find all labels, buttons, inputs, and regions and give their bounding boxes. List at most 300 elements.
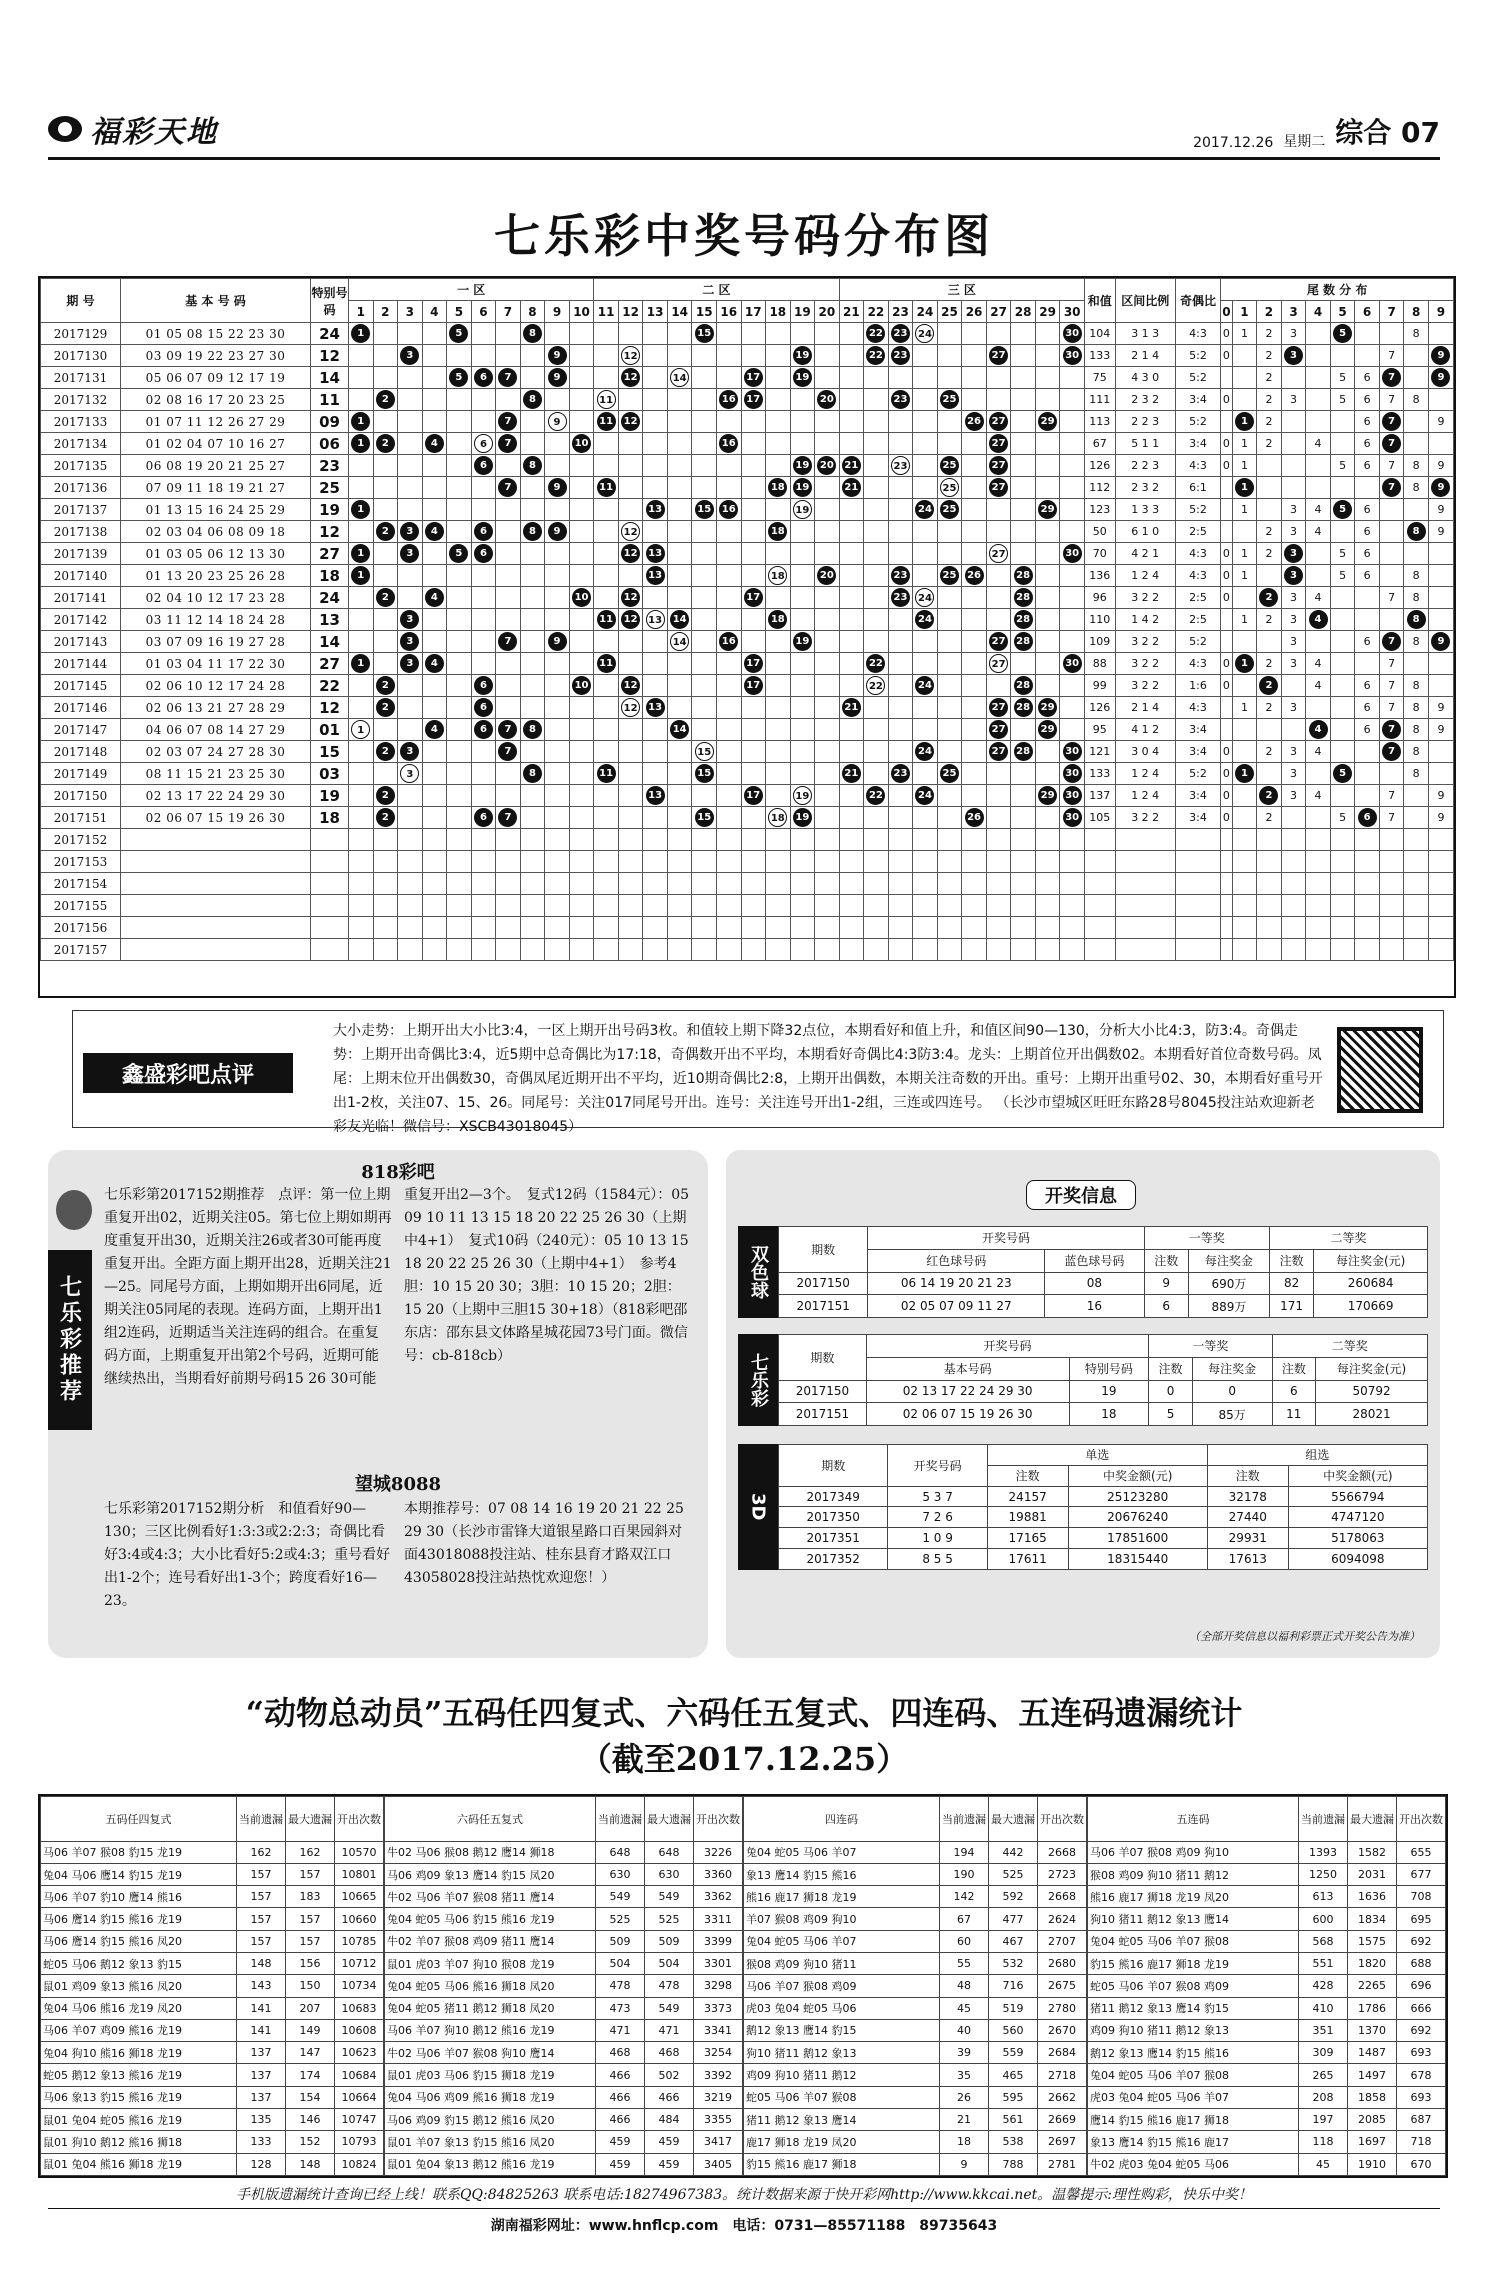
tail-cell [1232, 829, 1257, 851]
omission-value-cell: 1910 [1348, 2153, 1397, 2175]
number-cell [618, 367, 643, 389]
omission-value-cell: 551 [1299, 1952, 1348, 1974]
drawn-number-mark: 2 [376, 786, 395, 805]
number-cell [398, 455, 423, 477]
tail-cell [1330, 675, 1355, 697]
tail-cell [1257, 829, 1282, 851]
number-cell [447, 653, 472, 675]
number-cell [888, 521, 913, 543]
base-numbers-cell: 01 03 05 06 12 13 30 [121, 543, 311, 565]
drawn-number-mark: 2 [376, 588, 395, 607]
period-cell: 2017152 [41, 829, 121, 851]
number-cell [790, 587, 815, 609]
number-cell [937, 367, 962, 389]
drawn-number-mark: 21 [842, 478, 861, 497]
number-cell [766, 433, 791, 455]
drawn-number-mark: 29 [1038, 786, 1057, 805]
special-number-mark: 25 [940, 478, 959, 497]
drawn-number-mark: 1 [351, 500, 370, 519]
animal-combo-cell: 马06 羊07 鸡09 熊16 龙19 [41, 2019, 237, 2041]
number-cell [815, 411, 840, 433]
number-cell [349, 411, 374, 433]
omission-row [744, 2064, 1087, 2086]
tail-cell: 5 [1330, 565, 1355, 587]
number-cell [496, 873, 521, 895]
number-cell [1011, 851, 1036, 873]
number-cell [545, 851, 570, 873]
number-cell [618, 455, 643, 477]
number-cell [986, 609, 1011, 631]
number-cell [888, 873, 913, 895]
number-cell [594, 521, 619, 543]
omission-value-cell: 40 [940, 2019, 989, 2041]
number-cell [962, 807, 987, 829]
number-cell [839, 873, 864, 895]
tail-cell [1379, 499, 1404, 521]
animal-combo-cell: 牛02 羊07 猴08 鸡09 猪11 鹰14 [385, 1930, 596, 1952]
omission-row [41, 1886, 384, 1908]
omission-row [744, 2042, 1087, 2064]
number-cell [447, 829, 472, 851]
number-cell [398, 587, 423, 609]
tail-digit-header: 1 [1232, 301, 1257, 323]
omission-col-header: 最大遗漏 [286, 1797, 335, 1842]
number-cell [1060, 785, 1085, 807]
number-cell [839, 653, 864, 675]
omission-row [1088, 1997, 1446, 2019]
zone-number-header: 13 [643, 301, 668, 323]
omission-row [41, 1908, 384, 1930]
omission-value-cell: 1636 [1348, 1886, 1397, 1908]
tail-cell [1281, 455, 1306, 477]
omission-row [385, 2086, 743, 2108]
omission-value-cell: 149 [286, 2019, 335, 2041]
number-cell [618, 895, 643, 917]
tail-cell [1232, 741, 1257, 763]
special-number-mark: 22 [866, 676, 885, 695]
number-cell [962, 895, 987, 917]
number-cell [937, 543, 962, 565]
number-cell [913, 763, 938, 785]
special-number-mark: 27 [989, 544, 1008, 563]
number-cell [1060, 763, 1085, 785]
number-cell [741, 323, 766, 345]
number-cell [569, 631, 594, 653]
number-cell [962, 719, 987, 741]
repeat-tail-mark: 4 [1309, 720, 1328, 739]
col-zone1: 一 区 [349, 279, 594, 301]
tail-cell [1355, 829, 1380, 851]
base-numbers-cell: 01 07 11 12 26 27 29 [121, 411, 311, 433]
drawn-number-mark: 12 [621, 412, 640, 431]
period-row [41, 609, 1454, 631]
number-cell [937, 609, 962, 631]
result-cell: 0 [1149, 1380, 1193, 1403]
tail-cell [1221, 851, 1232, 873]
omission-row [385, 1841, 743, 1863]
number-cell [716, 785, 741, 807]
sum-cell: 70 [1084, 543, 1115, 565]
stats-title [0, 1690, 1488, 1782]
drawn-number-mark: 5 [449, 544, 468, 563]
number-cell [864, 565, 889, 587]
number-cell [667, 631, 692, 653]
number-cell [398, 807, 423, 829]
omission-value-cell: 478 [645, 1975, 694, 1997]
number-cell [766, 939, 791, 961]
number-cell [790, 807, 815, 829]
tail-cell: 2 [1257, 367, 1282, 389]
number-cell [815, 389, 840, 411]
tail-cell [1428, 741, 1453, 763]
special-number-mark: 3 [400, 764, 419, 783]
number-cell [692, 367, 717, 389]
number-cell [790, 741, 815, 763]
tail-cell [1428, 477, 1453, 499]
number-cell [888, 763, 913, 785]
number-cell [1060, 565, 1085, 587]
omission-value-cell: 525 [989, 1863, 1038, 1885]
omission-value-cell: 26 [940, 2086, 989, 2108]
omission-row [41, 1863, 384, 1885]
number-cell [520, 719, 545, 741]
number-cell [962, 851, 987, 873]
number-cell [1060, 675, 1085, 697]
omission-value-cell: 146 [286, 2108, 335, 2130]
tail-cell: 2 [1257, 741, 1282, 763]
tail-cell: 2 [1257, 609, 1282, 631]
animal-combo-cell: 马06 鸡09 象13 鹰14 豹15 凤20 [385, 1863, 596, 1885]
number-cell [864, 433, 889, 455]
drawn-number-mark: 19 [793, 346, 812, 365]
number-cell [545, 807, 570, 829]
number-cell [545, 829, 570, 851]
animal-combo-cell: 马06 象13 豹15 熊16 龙19 [41, 2086, 237, 2108]
special-number-mark: 11 [597, 390, 616, 409]
odd-even-cell: 2:5 [1175, 521, 1220, 543]
drawn-number-mark: 26 [965, 566, 984, 585]
number-cell [1060, 631, 1085, 653]
drawn-number-mark: 30 [1063, 764, 1082, 783]
special-number-mark: 23 [891, 456, 910, 475]
number-cell [766, 653, 791, 675]
sum-cell: 113 [1084, 411, 1115, 433]
number-cell [888, 411, 913, 433]
tail-cell: 0 [1221, 345, 1232, 367]
number-cell [618, 565, 643, 587]
drawn-number-mark: 16 [719, 500, 738, 519]
omission-value-cell: 148 [286, 2153, 335, 2175]
number-cell [520, 587, 545, 609]
number-cell [986, 741, 1011, 763]
number-cell [496, 499, 521, 521]
omission-value-cell: 183 [286, 1886, 335, 1908]
number-cell [692, 851, 717, 873]
number-cell [986, 653, 1011, 675]
number-cell [471, 477, 496, 499]
repeat-tail-mark: 1 [1235, 654, 1254, 673]
tail-cell [1355, 939, 1380, 961]
sum-cell: 96 [1084, 587, 1115, 609]
omission-row [1088, 2153, 1446, 2175]
tail-cell [1306, 411, 1331, 433]
tail-cell [1404, 609, 1429, 631]
number-cell [716, 873, 741, 895]
odd-even-cell [1175, 939, 1220, 961]
number-cell [373, 697, 398, 719]
omission-value-cell: 2668 [1038, 1841, 1087, 1863]
number-cell [1035, 587, 1060, 609]
number-cell [667, 543, 692, 565]
number-cell [422, 829, 447, 851]
number-cell [864, 719, 889, 741]
tail-cell [1355, 785, 1380, 807]
number-cell [864, 477, 889, 499]
omission-value-cell: 478 [596, 1975, 645, 1997]
tail-cell [1232, 521, 1257, 543]
number-cell [373, 587, 398, 609]
drawn-number-mark: 6 [474, 544, 493, 563]
number-cell [864, 323, 889, 345]
lottery-badge-icon [56, 1190, 92, 1230]
page-title: 七乐彩中奖号码分布图 [494, 209, 994, 263]
number-cell [839, 609, 864, 631]
number-cell [716, 895, 741, 917]
drawn-number-mark: 9 [548, 632, 567, 651]
period-row [41, 345, 1454, 367]
animal-combo-cell: 鹅12 象13 鹰14 豹15 [744, 2019, 940, 2041]
number-cell [741, 829, 766, 851]
tail-cell: 8 [1404, 631, 1429, 653]
col-sum: 和值 [1084, 279, 1115, 323]
omission-value-cell: 693 [1397, 2086, 1446, 2108]
number-cell [913, 939, 938, 961]
number-cell [643, 477, 668, 499]
drawn-number-mark: 4 [425, 654, 444, 673]
interval-ratio-cell [1115, 851, 1175, 873]
number-cell [864, 675, 889, 697]
drawn-number-mark: 19 [793, 808, 812, 827]
number-cell [839, 829, 864, 851]
omission-table [40, 1796, 384, 2176]
result-row [779, 1380, 1428, 1403]
col-period: 期 号 [41, 279, 121, 323]
drawn-number-mark: 24 [915, 742, 934, 761]
number-cell [520, 873, 545, 895]
tail-cell: 9 [1428, 807, 1453, 829]
number-cell [422, 565, 447, 587]
zone-number-header: 10 [569, 301, 594, 323]
interval-ratio-cell [1115, 917, 1175, 939]
tail-cell: 1 [1232, 455, 1257, 477]
tail-cell [1330, 477, 1355, 499]
omission-value-cell: 459 [645, 2153, 694, 2175]
period-cell: 2017143 [41, 631, 121, 653]
number-cell [839, 719, 864, 741]
number-cell [962, 609, 987, 631]
omission-value-cell: 718 [1397, 2131, 1446, 2153]
number-cell [839, 411, 864, 433]
tail-cell [1221, 411, 1232, 433]
special-number-mark: 12 [621, 522, 640, 541]
animal-combo-cell: 蛇05 马06 羊07 猴08 鸡09 [1088, 1975, 1299, 1997]
base-numbers-cell: 02 08 16 17 20 23 25 [121, 389, 311, 411]
omission-value-cell: 67 [940, 1908, 989, 1930]
result-cell: 690万 [1188, 1272, 1269, 1295]
number-cell [618, 785, 643, 807]
omission-row [1088, 2131, 1446, 2153]
result-cell: 18 [1069, 1403, 1149, 1426]
number-cell [741, 543, 766, 565]
tail-cell: 8 [1404, 323, 1429, 345]
period-cell: 2017146 [41, 697, 121, 719]
omission-value-cell: 9 [940, 2153, 989, 2175]
zone-number-header: 2 [373, 301, 398, 323]
tail-cell [1379, 741, 1404, 763]
tail-digit-header: 3 [1281, 301, 1306, 323]
repeat-tail-mark: 7 [1382, 434, 1401, 453]
number-cell [618, 829, 643, 851]
number-cell [692, 917, 717, 939]
number-cell [349, 631, 374, 653]
tail-cell [1379, 367, 1404, 389]
period-cell: 2017140 [41, 565, 121, 587]
number-cell [741, 499, 766, 521]
number-cell [471, 455, 496, 477]
interval-ratio-cell: 3 2 2 [1115, 653, 1175, 675]
number-cell [447, 565, 472, 587]
result-cell: 2017150 [779, 1380, 867, 1403]
omission-value-cell: 459 [596, 2131, 645, 2153]
number-cell [1060, 389, 1085, 411]
tail-cell [1281, 543, 1306, 565]
drawn-number-mark: 24 [915, 610, 934, 629]
drawn-number-mark: 25 [940, 500, 959, 519]
tail-cell [1232, 411, 1257, 433]
omission-value-cell: 174 [286, 2064, 335, 2086]
zone-number-header: 7 [496, 301, 521, 323]
drawn-number-mark: 9 [548, 478, 567, 497]
number-cell [422, 873, 447, 895]
number-cell [692, 719, 717, 741]
zone-number-header: 14 [667, 301, 692, 323]
number-cell [716, 411, 741, 433]
period-row [41, 521, 1454, 543]
special-number-mark: 1 [351, 720, 370, 739]
number-cell [815, 697, 840, 719]
special-number-cell: 01 [311, 719, 349, 741]
tail-cell [1281, 939, 1306, 961]
omission-value-cell: 471 [645, 2019, 694, 2041]
number-cell [986, 763, 1011, 785]
tail-cell: 8 [1404, 455, 1429, 477]
zone-number-header: 12 [618, 301, 643, 323]
tail-cell [1428, 675, 1453, 697]
number-cell [569, 389, 594, 411]
number-cell [447, 807, 472, 829]
result-cell: 2017151 [779, 1295, 868, 1318]
drawn-number-mark: 28 [1014, 676, 1033, 695]
special-number-cell [311, 917, 349, 939]
number-cell [545, 785, 570, 807]
number-cell [741, 367, 766, 389]
odd-even-cell: 3:4 [1175, 741, 1220, 763]
number-cell [839, 917, 864, 939]
number-cell [545, 565, 570, 587]
number-cell [471, 719, 496, 741]
drawn-number-mark: 14 [670, 610, 689, 629]
number-cell [520, 345, 545, 367]
number-cell [962, 675, 987, 697]
number-cell [447, 455, 472, 477]
drawn-number-mark: 24 [915, 676, 934, 695]
drawn-number-mark: 27 [989, 720, 1008, 739]
tail-cell [1232, 719, 1257, 741]
animal-combo-cell: 牛02 马06 羊07 猴08 猪11 鹰14 [385, 1886, 596, 1908]
number-cell [986, 323, 1011, 345]
omission-value-cell: 207 [286, 1997, 335, 2019]
number-cell [618, 389, 643, 411]
number-cell [790, 433, 815, 455]
interval-ratio-cell [1115, 873, 1175, 895]
base-numbers-cell: 02 06 07 15 19 26 30 [121, 807, 311, 829]
number-cell [766, 697, 791, 719]
number-cell [520, 631, 545, 653]
tail-cell [1257, 565, 1282, 587]
interval-ratio-cell: 2 3 2 [1115, 477, 1175, 499]
number-cell [618, 499, 643, 521]
animal-combo-cell: 马06 羊07 猴08 豹15 龙19 [41, 1841, 237, 1863]
special-number-cell: 14 [311, 631, 349, 653]
tail-cell [1428, 763, 1453, 785]
tail-cell [1232, 851, 1257, 873]
tail-cell [1355, 851, 1380, 873]
special-number-cell: 24 [311, 323, 349, 345]
number-cell [815, 785, 840, 807]
omission-row [385, 2153, 743, 2175]
drawn-number-mark: 7 [498, 742, 517, 761]
tail-cell [1257, 719, 1282, 741]
omission-value-cell: 1697 [1348, 2131, 1397, 2153]
special-number-mark: 14 [670, 632, 689, 651]
number-cell [839, 455, 864, 477]
special-number-mark: 19 [793, 500, 812, 519]
repeat-tail-mark: 2 [1259, 676, 1278, 695]
drawn-number-mark: 4 [425, 522, 444, 541]
tail-cell: 1 [1232, 499, 1257, 521]
number-cell [766, 543, 791, 565]
number-cell [962, 917, 987, 939]
drawn-number-mark: 28 [1014, 588, 1033, 607]
period-cell: 2017137 [41, 499, 121, 521]
number-cell [692, 785, 717, 807]
number-cell [864, 389, 889, 411]
number-cell [692, 345, 717, 367]
result-cell: 6094098 [1288, 1549, 1427, 1570]
number-cell [520, 499, 545, 521]
omission-value-cell: 156 [286, 1952, 335, 1974]
repeat-tail-mark: 6 [1358, 808, 1377, 827]
result-cell: 1 0 9 [888, 1528, 987, 1549]
number-cell [1035, 939, 1060, 961]
tail-cell: 3 [1281, 609, 1306, 631]
omission-stats [38, 1794, 1448, 2178]
omission-value-cell: 148 [237, 1952, 286, 1974]
drawn-number-mark: 27 [989, 456, 1008, 475]
result-cell: 02 05 07 09 11 27 [868, 1295, 1045, 1318]
number-cell [741, 873, 766, 895]
number-cell [373, 917, 398, 939]
